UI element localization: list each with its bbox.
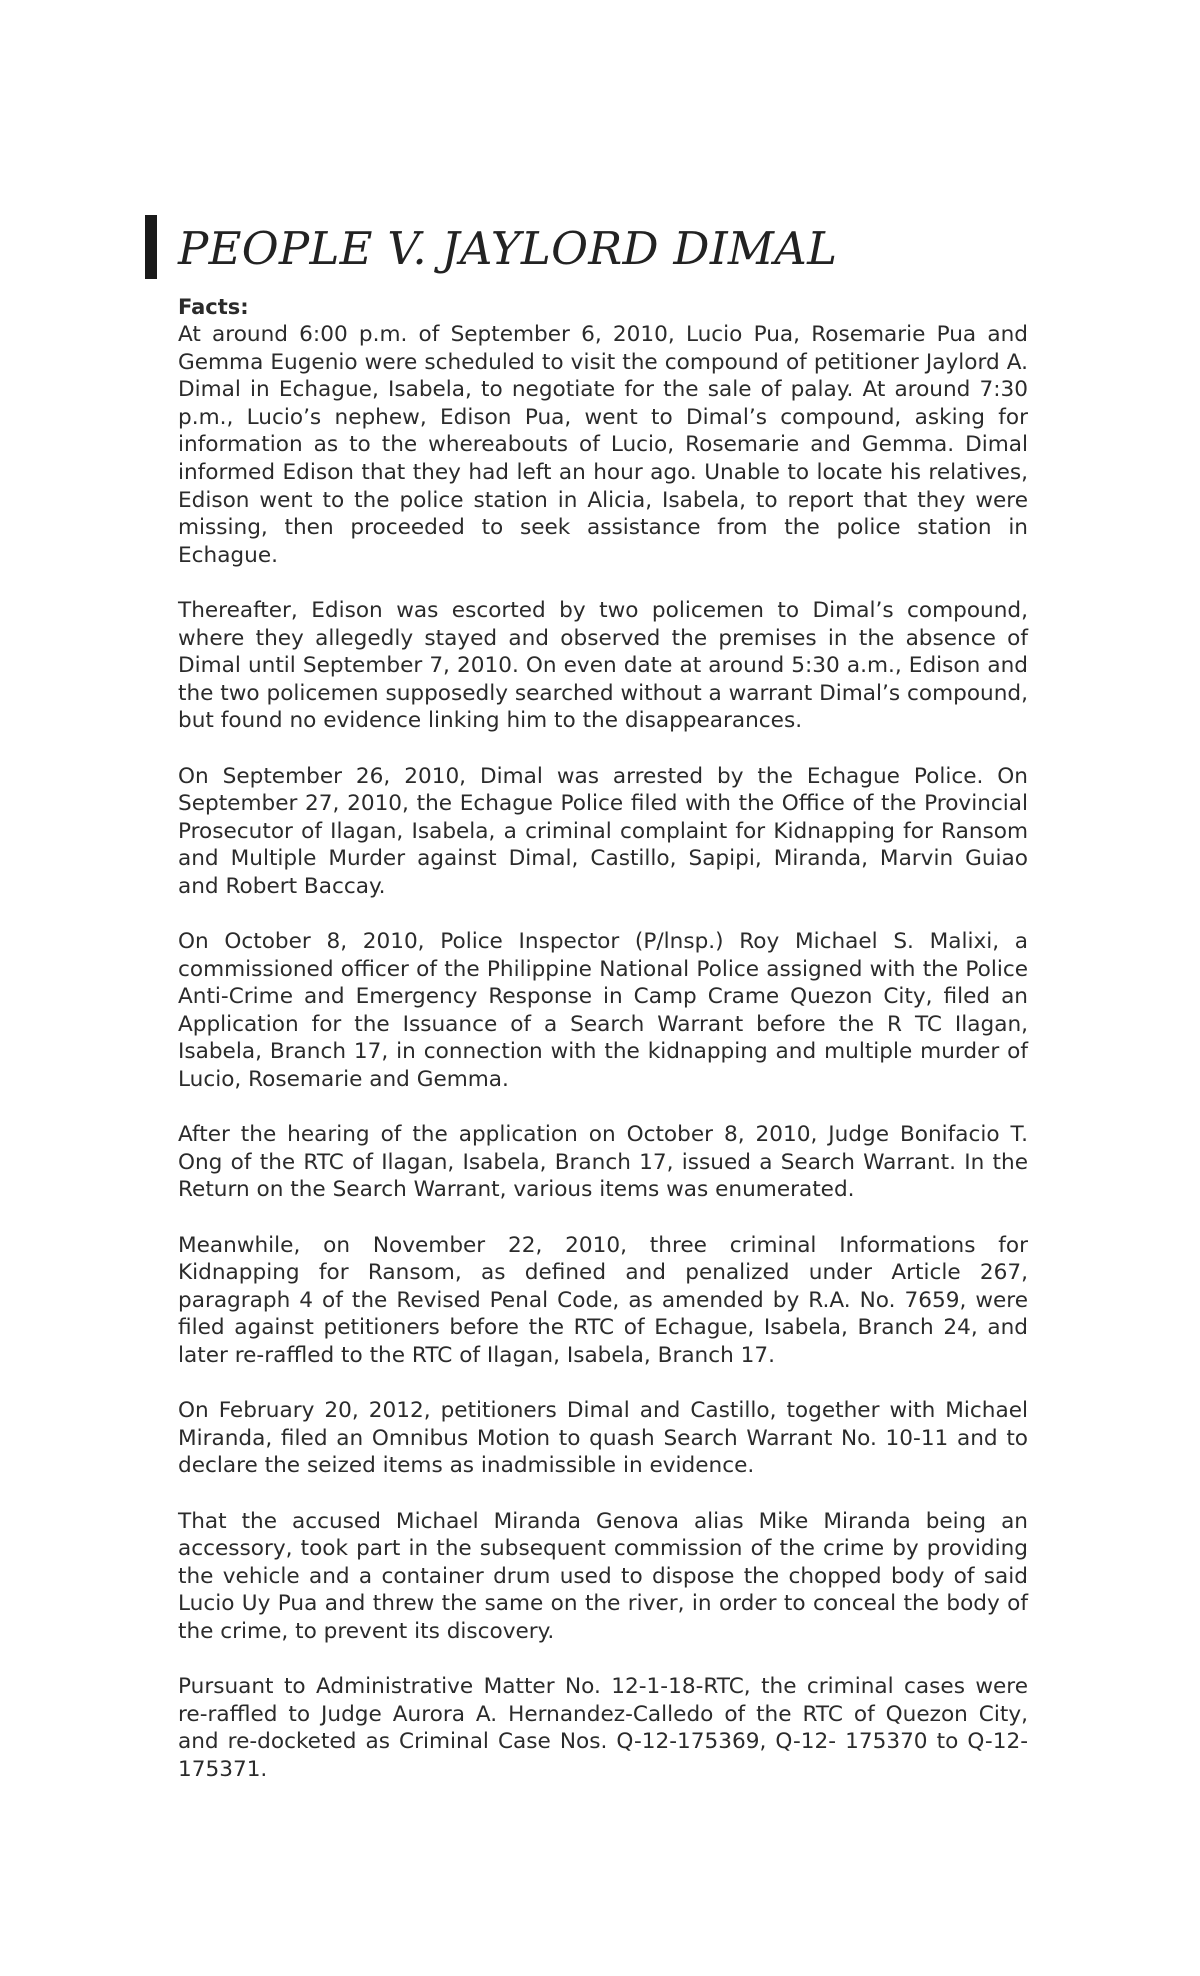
- fact-paragraph: That the accused Michael Miranda Genova alias Mike Miranda being an accessory, took part in the subsequent commission of the crime by providing the vehicle and a container drum used to dispose the chopped body of said Lucio Uy Pua and threw the same on the river, in order to conceal the body of the crime, to prevent its discovery.: [178, 1508, 1028, 1644]
- case-title: PEOPLE V. JAYLORD DIMAL: [178, 222, 838, 275]
- fact-paragraph: On February 20, 2012, petitioners Dimal and Castillo, together with Michael Miranda, filed an Omnibus Motion to quash Search Warrant No. 10-11 and to declare the seized items as inadmissible in evidence.: [178, 1398, 1028, 1479]
- fact-paragraph: Pursuant to Administrative Matter No. 12-1-18-RTC, the criminal cases were re-raffled to Judge Aurora A. Hernandez-Calledo of the RTC of Quezon City, and re-docketed as Criminal Case Nos. Q-12-175369, Q-12- 175370 to Q-12-175371.: [178, 1674, 1028, 1782]
- fact-paragraph: Meanwhile, on November 22, 2010, three criminal Informations for Kidnapping for Ransom, as defined and penalized under Article 267, paragraph 4 of the Revised Penal Code, as amended by R.A. No. 7659, were filed against petitioners before the RTC of Echague, Isabela, Branch 24, and later re-raffled to the RTC of Ilagan, Isabela, Branch 17.: [178, 1232, 1028, 1368]
- document-body: [178, 293, 1028, 1811]
- fact-paragraph: After the hearing of the application on October 8, 2010, Judge Bonifacio T. Ong of the RTC of Ilagan, Isabela, Branch 17, issued a Search Warrant. In the Return on the Search Warrant, various items was enumerated.: [178, 1122, 1028, 1203]
- fact-paragraph: On September 26, 2010, Dimal was arrested by the Echague Police. On September 27, 2010, the Echague Police filed with the Office of the Provincial Prosecutor of Ilagan, Isabela, a criminal complaint for Kidnapping for Ransom and Multiple Murder against Dimal, Castillo, Sapipi, Miranda, Marvin Guiao and Robert Baccay.: [178, 763, 1028, 899]
- fact-paragraph: On October 8, 2010, Police Inspector (P/lnsp.) Roy Michael S. Malixi, a commissioned officer of the Philippine National Police assigned with the Police Anti-Crime and Emergency Response in Camp Crame Quezon City, filed an Application for the Issuance of a Search Warrant before the R TC Ilagan, Isabela, Branch 17, in connection with the kidnapping and multiple murder of Lucio, Rosemarie and Gemma.: [178, 929, 1028, 1093]
- fact-paragraph: At around 6:00 p.m. of September 6, 2010, Lucio Pua, Rosemarie Pua and Gemma Eugenio were scheduled to visit the compound of petitioner Jaylord A. Dimal in Echague, Isabela, to negotiate for the sale of palay. At around 7:30 p.m., Lucio’s nephew, Edison Pua, went to Dimal’s compound, asking for information as to the whereabouts of Lucio, Rosemarie and Gemma. Dimal informed Edison that they had left an hour ago. Unable to locate his relatives, Edison went to the police station in Alicia, Isabela, to report that they were missing, then proceeded to seek assistance from the police station in Echague.: [178, 322, 1028, 568]
- facts-heading: Facts:: [178, 295, 249, 319]
- title-accent-bar: [145, 215, 157, 279]
- fact-paragraph: Thereafter, Edison was escorted by two policemen to Dimal’s compound, where they allegedly stayed and observed the premises in the absence of Dimal until September 7, 2010. On even date at around 5:30 a.m., Edison and the two policemen supposedly searched without a warrant Dimal’s compound, but found no evidence linking him to the disappearances.: [178, 597, 1028, 734]
